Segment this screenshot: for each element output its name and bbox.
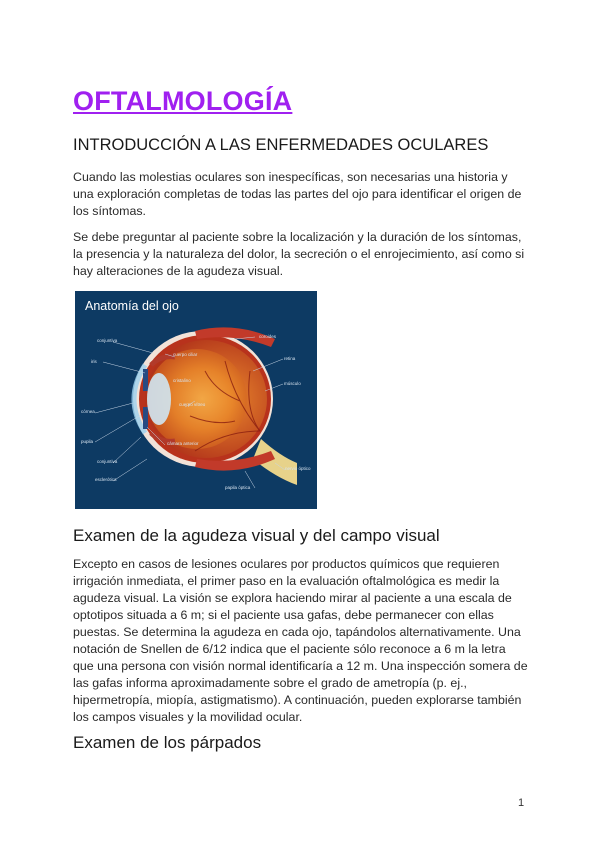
label-cuerpo-ciliar: cuerpo ciliar xyxy=(173,352,198,357)
label-musculo: músculo xyxy=(284,381,301,386)
section-heading-parpados: Examen de los párpados xyxy=(73,733,262,752)
label-camara: cámara anterior xyxy=(167,441,199,446)
label-cuerpo-vitreo: cuerpo vítreo xyxy=(179,402,206,407)
label-coroides: coroides xyxy=(259,334,277,339)
eye-anatomy-figure xyxy=(75,291,317,509)
page-title[interactable]: OFTALMOLOGÍA xyxy=(73,86,293,116)
paragraph: Excepto en casos de lesiones oculares por productos químicos que requieren irrigación inmediata, el primer paso en la evaluación oftalmológica es medir la agudeza visual. La visión se explora haciendo mirar al paciente a una escala de optotipos situada a 6 m; si el paciente usa gafas, debe permanecer con ellas puestas. Se determina la agudeza en cada ojo, tapándolos alternativamente. Una notación de Snellen de 6/12 indica que el paciente sólo reconoce a 6 m la letra que una persona con visión normal identificaría a 12 m. Una inspección somera de las gafas informa aproximadamente sobre el grado de ametropía (p. ej., hipermetropía, miopía, astigmatismo). A continuación, pueden explorarse también los campos visuales y la movilidad ocular. xyxy=(73,557,528,724)
section-heading-agudeza: Examen de la agudeza visual y del campo visual xyxy=(73,526,440,545)
figure-title: Anatomía del ojo xyxy=(85,299,179,313)
label-pupila: pupila xyxy=(81,439,94,444)
label-iris: iris xyxy=(91,359,97,364)
label-conjuntiva-2: conjuntiva xyxy=(97,459,118,464)
label-esclerotica: esclerótica xyxy=(95,477,117,482)
label-nervio-optico: nervio óptico xyxy=(285,466,311,471)
intro-heading: INTRODUCCIÓN A LAS ENFERMEDADES OCULARES xyxy=(73,136,489,154)
page-number: 1 xyxy=(518,797,525,809)
label-papila-optica: papila óptica xyxy=(225,485,251,490)
label-cristalino: cristalino xyxy=(173,378,191,383)
label-cornea: córnea xyxy=(81,409,95,414)
paragraph: Cuando las molestias oculares son inespecíficas, son necesarias una historia y una exploración completas de todas las partes del ojo para identificar el origen de los síntomas. xyxy=(73,170,522,218)
label-conjuntiva: conjuntiva xyxy=(97,338,118,343)
paragraph: Se debe preguntar al paciente sobre la localización y la duración de los síntomas, la presencia y la naturaleza del dolor, la secreción o el enrojecimiento, así como si hay alteraciones de la agudeza visual. xyxy=(73,230,525,278)
label-retina: retina xyxy=(284,356,296,361)
